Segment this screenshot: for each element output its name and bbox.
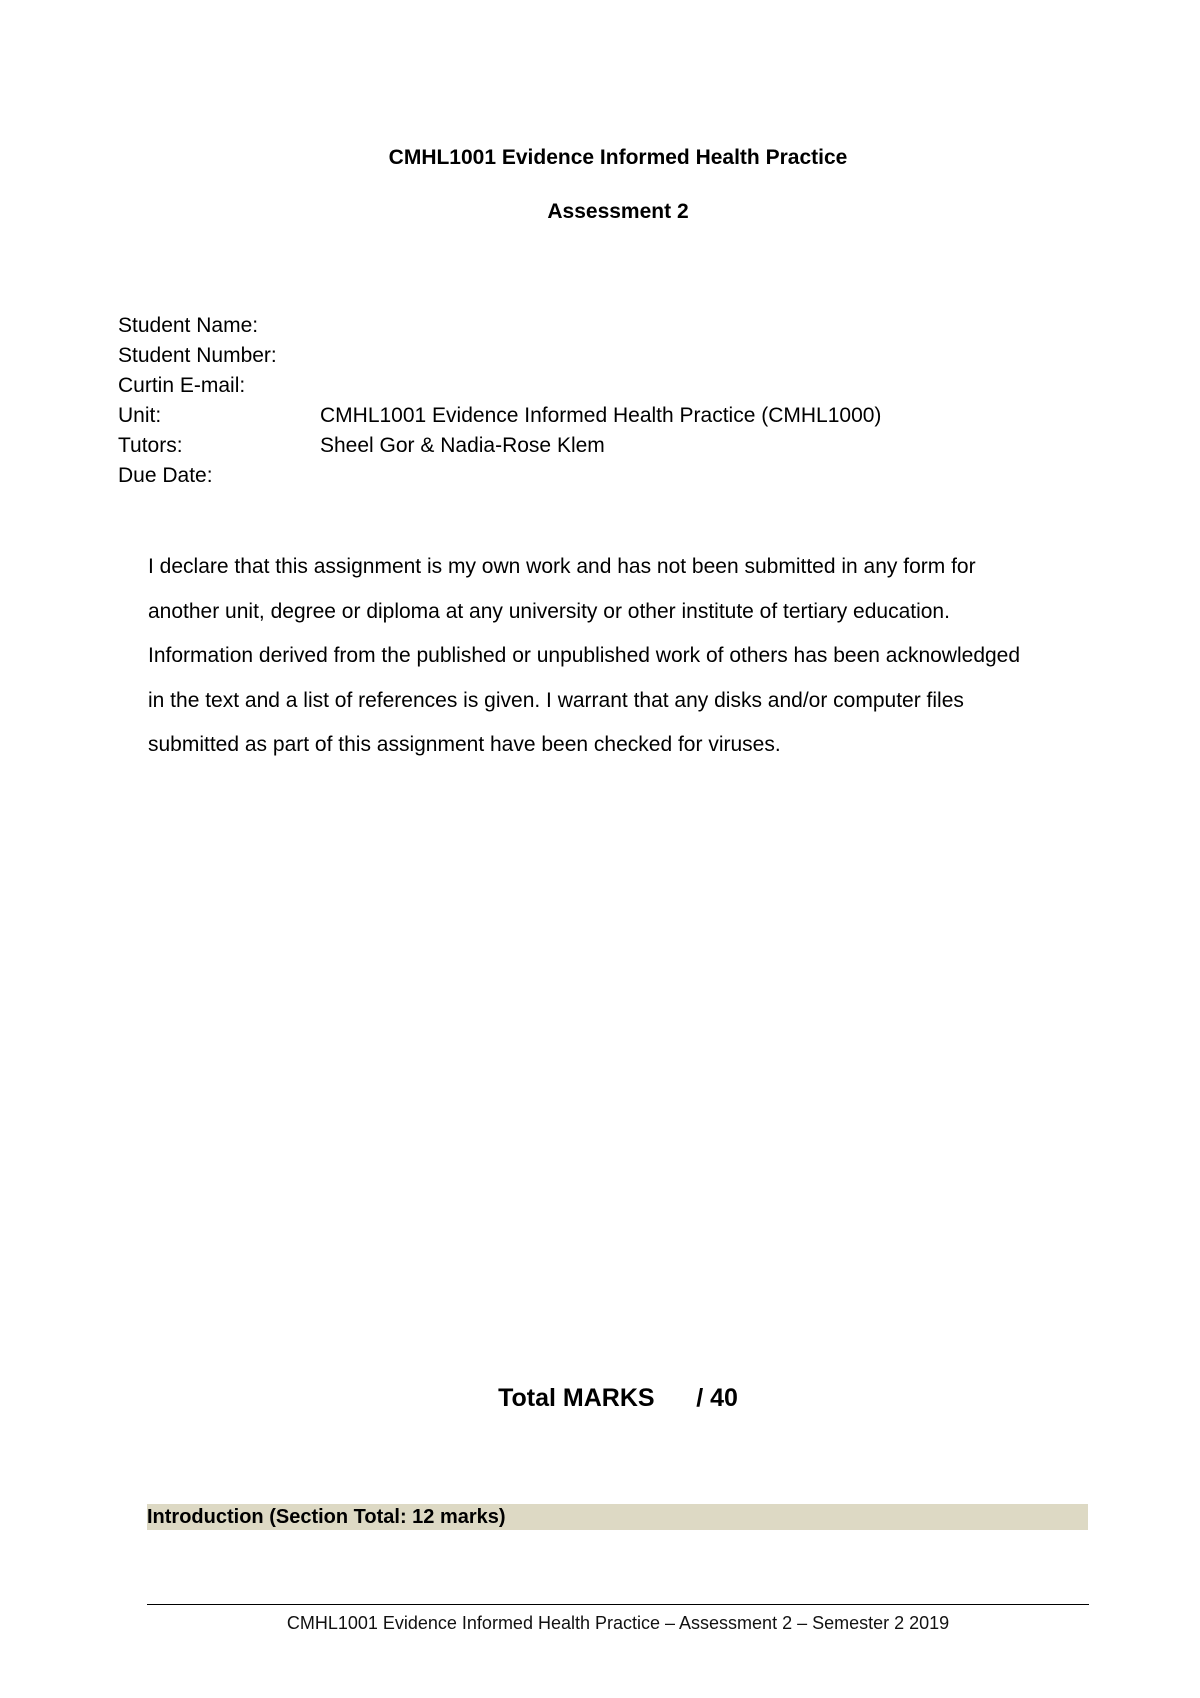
info-label: Due Date: [118,464,213,487]
info-row-unit [118,401,881,431]
footer-divider [147,1604,1089,1605]
info-row-student-number [118,341,881,371]
info-label: Student Name: [118,314,259,337]
document-subtitle: Assessment 2 [547,200,689,223]
section-heading-bar [147,1504,1088,1530]
info-row-tutors [118,431,881,461]
info-label: Student Number: [118,344,277,367]
info-value: CMHL1001 Evidence Informed Health Practice (CMHL1000) [320,404,882,427]
info-row-due-date [118,461,881,491]
info-label: Tutors: [118,434,183,457]
declaration-line: Information derived from the published or unpublished work of others has been acknowledged [148,644,1021,667]
info-row-curtin-email [118,371,881,401]
declaration-paragraph [148,545,1118,768]
document-title: CMHL1001 Evidence Informed Health Practice [388,146,848,169]
student-info-block [118,311,881,491]
info-label: Unit: [118,404,162,427]
declaration-line: I declare that this assignment is my own work and has not been submitted in any form for [148,555,976,578]
declaration-line: another unit, degree or diploma at any university or other institute of tertiary education. [148,599,950,623]
declaration-line: submitted as part of this assignment have been checked for viruses. [148,733,781,756]
section-heading: Introduction (Section Total: 12 marks) [147,1506,506,1528]
info-row-student-name [118,311,881,341]
info-value: Sheel Gor & Nadia-Rose Klem [320,434,605,457]
page-footer: CMHL1001 Evidence Informed Health Practice – Assessment 2 – Semester 2 2019 [286,1613,950,1633]
total-marks: Total MARKS / 40 [498,1384,738,1412]
info-label: Curtin E-mail: [118,374,246,397]
declaration-line: in the text and a list of references is given. I warrant that any disks and/or computer files [148,688,964,712]
